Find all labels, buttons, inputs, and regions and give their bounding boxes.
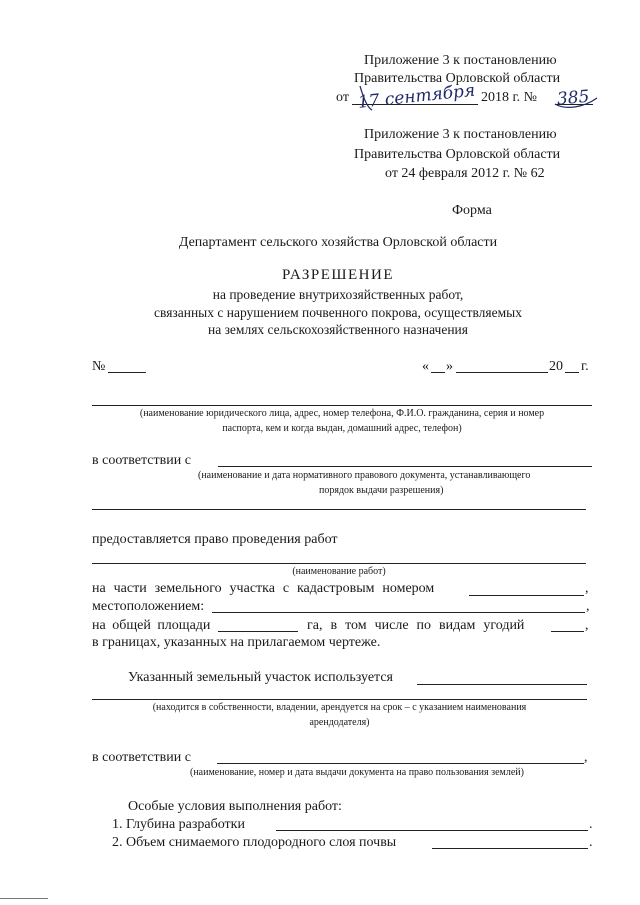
works-hint: (наименование работ) bbox=[292, 566, 386, 577]
period-2: . bbox=[589, 835, 593, 850]
applicant-hint-line1: (наименование юридического лица, адрес, номер телефона, Ф.И.О. гражданина, серия и номер bbox=[139, 408, 545, 419]
right-granted-text: предоставляется право проведения работ bbox=[92, 532, 338, 547]
usage-hint-line2: арендодателя) bbox=[309, 717, 370, 728]
number-label: № bbox=[92, 359, 106, 374]
appendix-old-line1: Приложение 3 к постановлению bbox=[364, 127, 557, 142]
volume-blank[interactable] bbox=[432, 848, 588, 849]
title-subline1: на проведение внутрихозяйственных работ, bbox=[212, 287, 464, 302]
form-label: Форма bbox=[452, 203, 492, 218]
title-subline2: связанных с нарушением почвенного покрова, осуществляемых bbox=[154, 305, 522, 320]
date-quote-open: « bbox=[422, 359, 429, 374]
comma-1: , bbox=[585, 581, 589, 596]
condition-item-volume: 2. Объем снимаемого плодородного слоя почвы bbox=[112, 835, 397, 850]
appendix-old-line2: Правительства Орловской области bbox=[354, 147, 561, 162]
period-1: . bbox=[589, 817, 593, 832]
usage-blank[interactable] bbox=[417, 684, 587, 685]
parcel-part-text: на части земельного участка с кадастровым номером bbox=[92, 581, 435, 596]
handwritten-date-text: 17 сентября bbox=[356, 80, 477, 113]
area-blank[interactable] bbox=[218, 631, 298, 632]
document-title: РАЗРЕШЕНИЕ bbox=[281, 267, 395, 283]
comma-4: , bbox=[584, 750, 588, 765]
parcel-location-text: местоположением: bbox=[92, 599, 205, 614]
conditions-title: Особые условия выполнения работ: bbox=[128, 799, 342, 814]
accordance-label-1: в соответствии с bbox=[92, 453, 191, 468]
comma-2: , bbox=[586, 599, 590, 614]
accordance-blank-1[interactable] bbox=[218, 466, 592, 467]
depth-blank[interactable] bbox=[276, 830, 588, 831]
handwritten-number bbox=[553, 84, 599, 112]
parcel-area-prefix: на общей площади bbox=[92, 618, 211, 633]
month-blank[interactable] bbox=[456, 372, 548, 373]
parcel-borders-text: в границах, указанных на прилагаемом чертеже. bbox=[92, 635, 381, 650]
accordance-hint-1a: (наименование и дата нормативного правового документа, устанавливающего bbox=[198, 470, 531, 481]
usage-blank-cont[interactable] bbox=[92, 699, 587, 700]
day-blank[interactable] bbox=[431, 372, 445, 373]
cadastral-number-blank[interactable] bbox=[469, 595, 584, 596]
department-name: Департамент сельского хозяйства Орловской области bbox=[178, 235, 498, 250]
usage-hint-line1: (находится в собственности, владении, арендуется на срок – с указанием наименования bbox=[152, 702, 527, 713]
accordance-label-2: в соответствии с bbox=[92, 750, 191, 765]
comma-3: , bbox=[585, 618, 589, 633]
year-suffix: г. bbox=[581, 359, 589, 374]
applicant-hint-line2: паспорта, кем и когда выдан, домашний адрес, телефон) bbox=[222, 423, 462, 434]
accordance-blank-2[interactable] bbox=[217, 763, 584, 764]
handwritten-number-text: 385 bbox=[556, 86, 591, 110]
appendix-new-line2: Правительства Орловской области bbox=[354, 71, 561, 86]
handwritten-date bbox=[354, 80, 484, 114]
date-quote-close: » bbox=[446, 359, 453, 374]
accordance-hint-1b: порядок выдачи разрешения) bbox=[319, 485, 444, 496]
year-prefix: 20 bbox=[549, 359, 563, 374]
appendix-new-year-number: 2018 г. № bbox=[481, 90, 538, 105]
title-subline3: на землях сельскохозяйственного назначения bbox=[208, 322, 468, 337]
accordance-hint-2: (наименование, номер и дата выдачи документа на право пользования землей) bbox=[190, 767, 524, 778]
works-blank[interactable] bbox=[92, 563, 586, 564]
accordance-blank-1-cont[interactable] bbox=[92, 509, 586, 510]
year-blank[interactable] bbox=[565, 372, 579, 373]
location-blank[interactable] bbox=[212, 612, 585, 613]
footer-rule bbox=[0, 898, 48, 899]
usage-label: Указанный земельный участок используется bbox=[128, 670, 393, 685]
condition-item-depth: 1. Глубина разработки bbox=[112, 817, 245, 832]
appendix-old-line3: от 24 февраля 2012 г. № 62 bbox=[385, 166, 545, 181]
number-blank[interactable] bbox=[108, 372, 146, 373]
appendix-new-date-prefix: от bbox=[336, 90, 349, 105]
land-types-blank[interactable] bbox=[551, 631, 584, 632]
appendix-new-line1: Приложение 3 к постановлению bbox=[364, 53, 557, 68]
applicant-blank[interactable] bbox=[92, 405, 592, 406]
parcel-area-suffix: га, в том числе по видам угодий bbox=[307, 618, 525, 633]
